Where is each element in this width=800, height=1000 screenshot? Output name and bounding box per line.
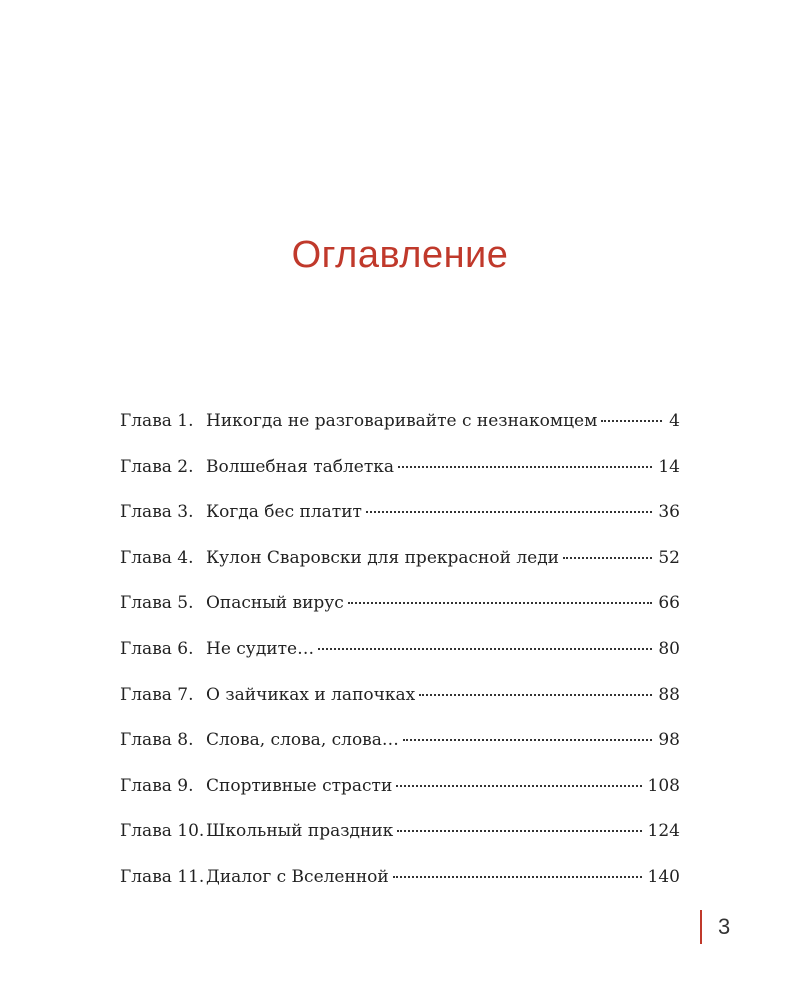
toc-chapter-title: Школьный праздник (206, 821, 394, 842)
toc-page-number: 108 (647, 775, 680, 796)
toc-dot-leader (366, 511, 652, 513)
toc-chapter-label: Глава 4. (120, 547, 194, 568)
toc-chapter-label: Глава 7. (120, 684, 194, 705)
folio-divider (700, 910, 702, 944)
toc-dot-leader (398, 466, 652, 468)
toc-chapter-title: О зайчиках и лапочках (206, 684, 416, 705)
toc-chapter-label: Глава 8. (120, 730, 194, 751)
table-of-contents (120, 402, 680, 904)
toc-page-number: 14 (658, 456, 680, 477)
toc-chapter-label: Глава 1. (120, 411, 194, 431)
toc-chapter-label: Глава 10. (120, 821, 205, 842)
toc-chapter-title: Опасный вирус (206, 593, 344, 614)
toc-chapter-title: Кулон Сваровски для прекрасной леди (206, 547, 559, 568)
toc-chapter-label: Глава 9. (120, 775, 194, 796)
toc-dot-leader (393, 876, 642, 878)
toc-chapter-title: Никогда не разговаривайте с незнакомцем (206, 411, 598, 431)
toc-page-number: 66 (658, 593, 680, 614)
toc-row[interactable] (120, 676, 680, 722)
toc-row[interactable] (120, 584, 680, 630)
toc-chapter-title: Слова, слова, слова… (206, 730, 399, 751)
toc-row[interactable] (120, 767, 680, 813)
toc-row[interactable] (120, 858, 680, 904)
toc-chapter-label: Глава 5. (120, 593, 194, 614)
toc-chapter-label: Глава 11. (120, 866, 205, 887)
toc-dot-leader (601, 420, 662, 422)
toc-row[interactable] (120, 539, 680, 585)
toc-chapter-label: Глава 2. (120, 456, 194, 477)
toc-dot-leader (563, 557, 652, 559)
toc-row[interactable] (120, 630, 680, 676)
toc-page-number: 52 (658, 547, 680, 568)
toc-chapter-label: Глава 6. (120, 638, 194, 659)
toc-dot-leader (397, 830, 641, 832)
toc-row[interactable] (120, 402, 680, 448)
toc-page-number: 88 (658, 684, 680, 705)
toc-page-number: 124 (647, 821, 680, 842)
toc-row[interactable] (120, 493, 680, 539)
toc-page-number: 36 (658, 502, 680, 523)
toc-dot-leader (403, 739, 652, 741)
toc-dot-leader (396, 785, 641, 787)
toc-page-number: 80 (658, 638, 680, 659)
page-title: Оглавление (291, 234, 509, 276)
toc-chapter-title: Спортивные страсти (206, 775, 393, 796)
toc-chapter-title: Волшебная таблетка (206, 456, 395, 477)
toc-chapter-title: Когда бес платит (206, 502, 362, 523)
toc-row[interactable] (120, 448, 680, 494)
toc-page-number: 4 (669, 411, 680, 431)
toc-row[interactable] (120, 721, 680, 767)
toc-chapter-label: Глава 3. (120, 502, 194, 523)
toc-dot-leader (348, 602, 653, 604)
toc-chapter-title: Не судите… (206, 638, 315, 659)
toc-dot-leader (318, 648, 652, 650)
toc-row[interactable] (120, 812, 680, 858)
toc-chapter-title: Диалог с Вселенной (206, 866, 389, 887)
toc-page-number: 140 (647, 866, 680, 887)
toc-dot-leader (419, 694, 652, 696)
toc-page-number: 98 (658, 730, 680, 751)
page-number: 3 (718, 914, 731, 939)
